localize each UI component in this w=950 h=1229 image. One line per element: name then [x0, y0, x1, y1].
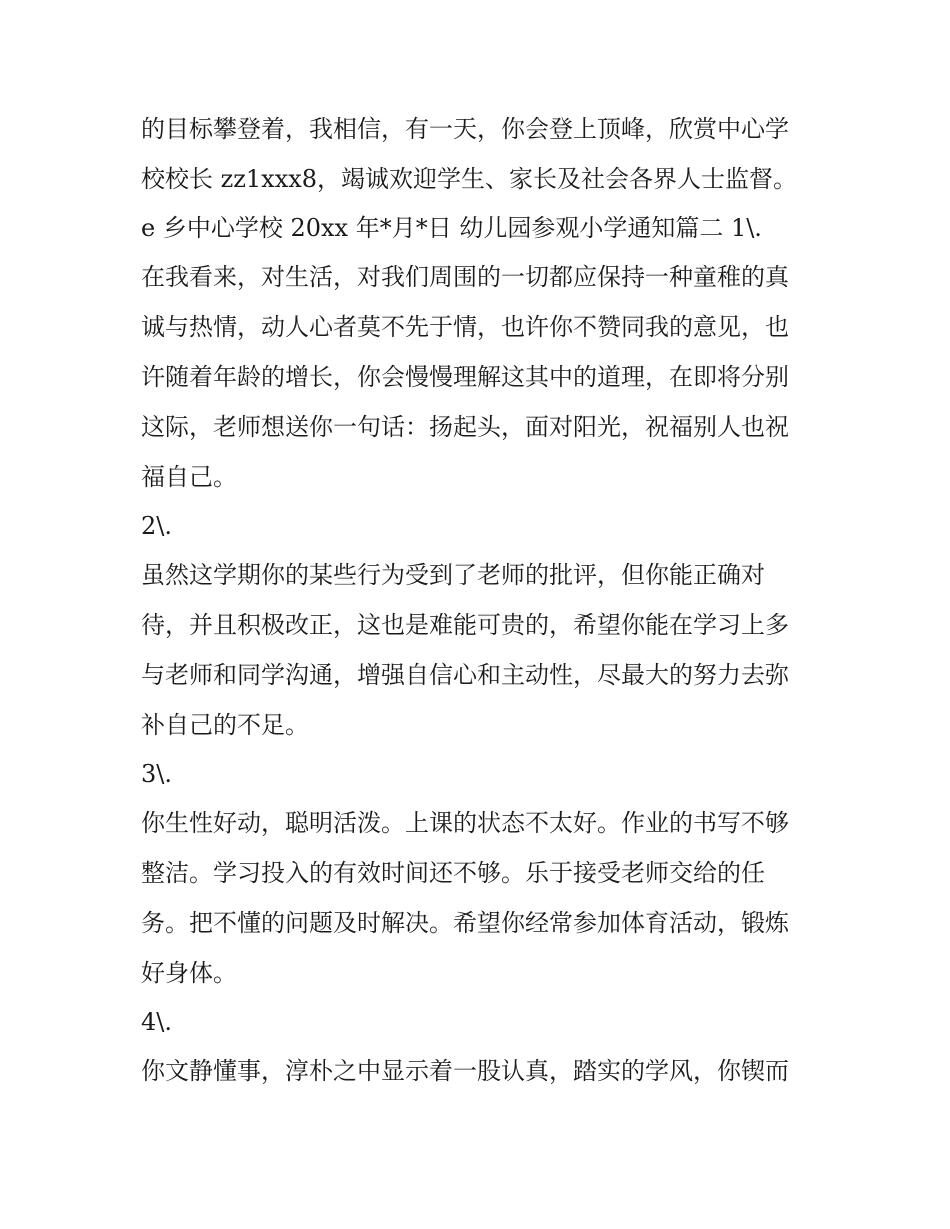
text-line: 的目标攀登着，我相信，有一天，你会登上顶峰，欣赏中心学 — [141, 115, 789, 143]
text-line: 好身体。 — [141, 959, 237, 987]
text-line: 你文静懂事，淳朴之中显示着一股认真，踏实的学风，你锲而 — [141, 1057, 789, 1085]
section-number: 3\. — [141, 760, 172, 788]
text-line: 整洁。学习投入的有效时间还不够。乐于接受老师交给的任 — [141, 859, 765, 887]
text-line: 你生性好动，聪明活泼。上课的状态不太好。作业的书写不够 — [141, 809, 789, 837]
text-line: e 乡中心学校 20xx 年*月*日 幼儿园参观小学通知篇二 1\. — [141, 214, 762, 242]
text-line: 福自己。 — [141, 463, 237, 491]
text-line: 校校长 zz1xxx8，竭诚欢迎学生、家长及社会各界人士监督。 — [141, 165, 798, 193]
section-number: 2\. — [141, 512, 172, 540]
text-line: 在我看来，对生活，对我们周围的一切都应保持一种童稚的真 — [141, 263, 789, 291]
text-line: 补自己的不足。 — [141, 711, 309, 739]
text-line: 与老师和同学沟通，增强自信心和主动性，尽最大的努力去弥 — [141, 661, 789, 689]
text-line: 待，并且积极改正，这也是难能可贵的，希望你能在学习上多 — [141, 611, 789, 639]
section-number: 4\. — [141, 1008, 172, 1036]
document-body — [141, 104, 821, 1096]
text-line: 这际，老师想送你一句话：扬起头，面对阳光，祝福别人也祝 — [141, 413, 789, 441]
text-line: 诚与热情，动人心者莫不先于情，也许你不赞同我的意见，也 — [141, 313, 789, 341]
text-line: 务。把不懂的问题及时解决。希望你经常参加体育活动，锻炼 — [141, 909, 789, 937]
text-line: 虽然这学期你的某些行为受到了老师的批评，但你能正确对 — [141, 561, 765, 589]
text-line: 许随着年龄的增长，你会慢慢理解这其中的道理，在即将分别 — [141, 363, 789, 391]
